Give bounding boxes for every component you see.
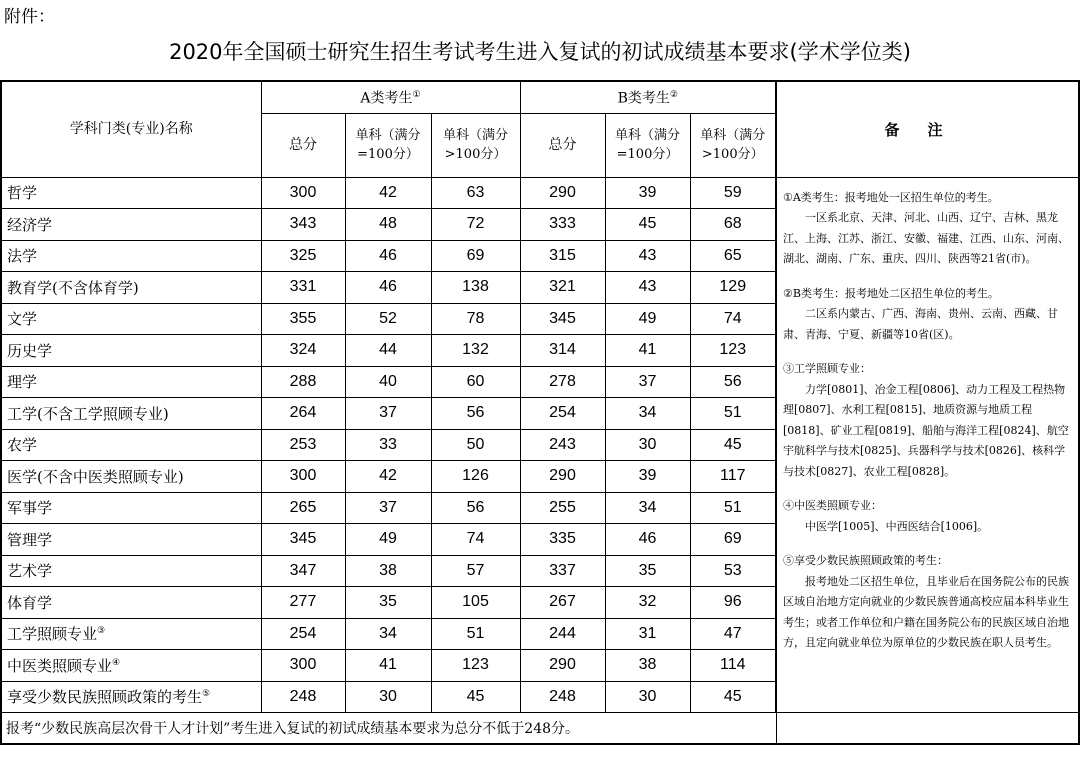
category-name: 经济学: [1, 209, 261, 241]
b-total-cell: 321: [520, 272, 605, 304]
category-name: 教育学(不含体育学): [1, 272, 261, 304]
a-single-gt100-cell: 74: [431, 524, 520, 556]
b-total-cell: 333: [520, 209, 605, 241]
a-single-gt100-cell: 132: [431, 335, 520, 367]
table-row: [1, 177, 1079, 209]
b-single-gt100-cell: 53: [690, 555, 776, 587]
b-total-cell: 345: [520, 303, 605, 335]
a-single-le100-cell: 46: [345, 240, 431, 272]
a-single-le100-cell: 37: [345, 492, 431, 524]
b-single-le100-cell: 43: [605, 272, 690, 304]
a-single-le100-cell: 30: [345, 681, 431, 713]
category-name: 历史学: [1, 335, 261, 367]
category-name: 理学: [1, 366, 261, 398]
a-total-cell: 254: [261, 618, 345, 650]
a-single-le100-cell: 48: [345, 209, 431, 241]
a-total-cell: 300: [261, 650, 345, 682]
category-name: 军事学: [1, 492, 261, 524]
b-single-gt100-header: 单科（满分 >100分）: [690, 113, 776, 177]
category-name: 艺术学: [1, 555, 261, 587]
a-total-cell: 264: [261, 398, 345, 430]
group-a-header: A类考生①: [261, 81, 520, 113]
a-single-le100-cell: 34: [345, 618, 431, 650]
a-single-le100-cell: 42: [345, 461, 431, 493]
b-single-gt100-cell: 47: [690, 618, 776, 650]
b-single-le100-cell: 35: [605, 555, 690, 587]
a-single-gt100-cell: 45: [431, 681, 520, 713]
category-name: 体育学: [1, 587, 261, 619]
b-single-gt100-cell: 68: [690, 209, 776, 241]
category-name: 工学照顾专业③: [1, 618, 261, 650]
a-total-cell: 300: [261, 461, 345, 493]
a-single-le100-cell: 49: [345, 524, 431, 556]
note-item: ②B类考生：报考地处二区招生单位的考生。 二区系内蒙古、广西、海南、贵州、云南、西藏、甘肃、青海、宁夏、新疆等10省(区)。: [783, 286, 1058, 341]
a-total-cell: 331: [261, 272, 345, 304]
b-single-le100-cell: 37: [605, 366, 690, 398]
a-single-gt100-cell: 63: [431, 177, 520, 209]
b-total-cell: 290: [520, 177, 605, 209]
b-single-gt100-cell: 114: [690, 650, 776, 682]
b-single-gt100-cell: 51: [690, 492, 776, 524]
a-single-gt100-header: 单科（满分 >100分）: [431, 113, 520, 177]
b-single-gt100-cell: 69: [690, 524, 776, 556]
note-item: ③工学照顾专业： 力学[0801]、冶金工程[0806]、动力工程及工程热物理[0807]、水利工程[0815]、地质资源与地质工程[0818]、矿业工程[0819]、船舶与海洋工程[0824]、航空宇航科学与技术[0825]、兵器科学与技术[0826]、核科学与技术[0827]、农业工程[0828]。: [783, 362, 1069, 478]
b-single-gt100-cell: 74: [690, 303, 776, 335]
note-item: ④中医类照顾专业： 中医学[1005]、中西医结合[1006]。: [783, 499, 989, 533]
note-item: ①A类考生：报考地处一区招生单位的考生。 一区系北京、天津、河北、山西、辽宁、吉林、黑龙江、上海、江苏、浙江、安徽、福建、江西、山东、河南、湖北、湖南、广东、重庆、四川、陕西等21省(市)。: [783, 190, 1069, 265]
a-total-cell: 355: [261, 303, 345, 335]
b-single-gt100-cell: 117: [690, 461, 776, 493]
category-name: 农学: [1, 429, 261, 461]
a-single-gt100-cell: 56: [431, 492, 520, 524]
a-single-le100-cell: 42: [345, 177, 431, 209]
a-total-cell: 277: [261, 587, 345, 619]
a-total-header: 总分: [261, 113, 345, 177]
a-single-le100-cell: 52: [345, 303, 431, 335]
page-title: 2020年全国硕士研究生招生考试考生进入复试的初试成绩基本要求(学术学位类): [169, 40, 911, 64]
category-name: 管理学: [1, 524, 261, 556]
a-single-le100-cell: 41: [345, 650, 431, 682]
b-total-header: 总分: [520, 113, 605, 177]
b-single-gt100-cell: 65: [690, 240, 776, 272]
a-single-gt100-cell: 60: [431, 366, 520, 398]
b-single-gt100-cell: 45: [690, 429, 776, 461]
b-single-le100-cell: 32: [605, 587, 690, 619]
b-total-cell: 290: [520, 461, 605, 493]
b-single-gt100-cell: 51: [690, 398, 776, 430]
category-name: 文学: [1, 303, 261, 335]
b-total-cell: 290: [520, 650, 605, 682]
a-single-gt100-cell: 72: [431, 209, 520, 241]
a-total-cell: 253: [261, 429, 345, 461]
category-name: 享受少数民族照顾政策的考生⑤: [1, 681, 261, 713]
b-total-cell: 244: [520, 618, 605, 650]
b-single-gt100-cell: 123: [690, 335, 776, 367]
a-single-gt100-cell: 138: [431, 272, 520, 304]
category-name: 哲学: [1, 177, 261, 209]
a-single-gt100-cell: 50: [431, 429, 520, 461]
a-total-cell: 347: [261, 555, 345, 587]
b-single-le100-cell: 39: [605, 461, 690, 493]
a-single-gt100-cell: 56: [431, 398, 520, 430]
category-name: 法学: [1, 240, 261, 272]
a-single-le100-cell: 33: [345, 429, 431, 461]
a-single-gt100-cell: 78: [431, 303, 520, 335]
b-total-cell: 337: [520, 555, 605, 587]
b-total-cell: 254: [520, 398, 605, 430]
b-total-cell: 248: [520, 681, 605, 713]
category-header: 学科门类(专业)名称: [1, 81, 261, 177]
a-single-le100-cell: 38: [345, 555, 431, 587]
a-total-cell: 325: [261, 240, 345, 272]
b-single-le100-cell: 41: [605, 335, 690, 367]
b-total-cell: 335: [520, 524, 605, 556]
a-single-gt100-cell: 123: [431, 650, 520, 682]
a-single-gt100-cell: 69: [431, 240, 520, 272]
b-single-le100-cell: 30: [605, 681, 690, 713]
a-single-gt100-cell: 105: [431, 587, 520, 619]
a-single-le100-cell: 40: [345, 366, 431, 398]
b-total-cell: 278: [520, 366, 605, 398]
a-single-gt100-cell: 126: [431, 461, 520, 493]
a-single-le100-cell: 44: [345, 335, 431, 367]
attachment-label: 附件：: [4, 7, 55, 27]
category-name: 中医类照顾专业④: [1, 650, 261, 682]
notes-column: [776, 177, 1079, 713]
b-single-le100-cell: 39: [605, 177, 690, 209]
note-item: ⑤享受少数民族照顾政策的考生： 报考地处二区招生单位，且毕业后在国务院公布的民族区域自治地方定向就业的少数民族普通高校应届本科毕业生考生；或者工作单位和户籍在国务院公布的民族区域自治地方，且定向就业单位为原单位的少数民族在职人员考生。: [783, 554, 1069, 649]
a-total-cell: 300: [261, 177, 345, 209]
b-single-le100-cell: 43: [605, 240, 690, 272]
a-total-cell: 288: [261, 366, 345, 398]
notes-header: 备注: [776, 81, 1079, 177]
category-name: 工学(不含工学照顾专业): [1, 398, 261, 430]
b-single-le100-cell: 49: [605, 303, 690, 335]
a-single-le100-cell: 37: [345, 398, 431, 430]
b-total-cell: 255: [520, 492, 605, 524]
a-single-le100-header: 单科（满分 =100分）: [345, 113, 431, 177]
b-single-gt100-cell: 96: [690, 587, 776, 619]
b-single-le100-cell: 46: [605, 524, 690, 556]
b-single-le100-cell: 34: [605, 398, 690, 430]
b-single-gt100-cell: 129: [690, 272, 776, 304]
category-name: 医学(不含中医类照顾专业): [1, 461, 261, 493]
a-total-cell: 343: [261, 209, 345, 241]
a-single-gt100-cell: 51: [431, 618, 520, 650]
b-single-le100-cell: 30: [605, 429, 690, 461]
footer-note: 报考“少数民族高层次骨干人才计划”考生进入复试的初试成绩基本要求为总分不低于248分。: [1, 713, 776, 744]
b-single-le100-cell: 38: [605, 650, 690, 682]
b-total-cell: 243: [520, 429, 605, 461]
b-single-le100-header: 单科（满分 =100分）: [605, 113, 690, 177]
a-single-le100-cell: 35: [345, 587, 431, 619]
a-single-gt100-cell: 57: [431, 555, 520, 587]
b-single-le100-cell: 45: [605, 209, 690, 241]
a-total-cell: 248: [261, 681, 345, 713]
score-table: [0, 80, 1080, 745]
b-total-cell: 315: [520, 240, 605, 272]
a-total-cell: 324: [261, 335, 345, 367]
b-total-cell: 267: [520, 587, 605, 619]
b-single-le100-cell: 31: [605, 618, 690, 650]
b-single-le100-cell: 34: [605, 492, 690, 524]
b-single-gt100-cell: 45: [690, 681, 776, 713]
a-single-le100-cell: 46: [345, 272, 431, 304]
b-total-cell: 314: [520, 335, 605, 367]
a-total-cell: 265: [261, 492, 345, 524]
a-total-cell: 345: [261, 524, 345, 556]
b-single-gt100-cell: 59: [690, 177, 776, 209]
b-single-gt100-cell: 56: [690, 366, 776, 398]
group-b-header: B类考生②: [520, 81, 776, 113]
